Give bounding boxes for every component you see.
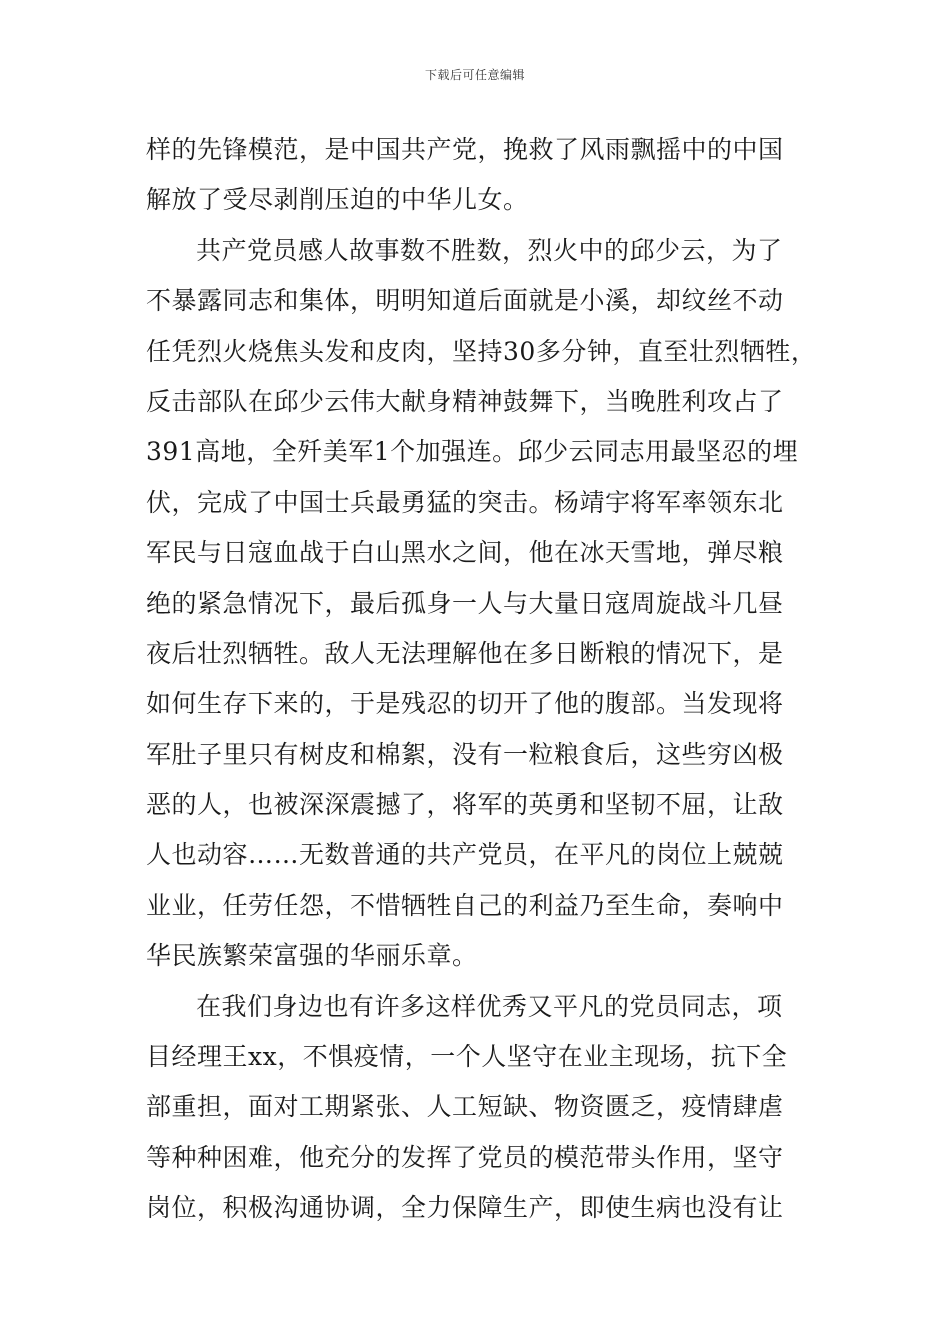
- text-line: 任凭烈火烧焦头发和皮肉，坚持30多分钟，直至壮烈牺牲，: [146, 336, 817, 366]
- paragraph-start-line: 在我们身边也有许多这样优秀又平凡的党员同志，项: [196, 991, 783, 1021]
- text-line: 绝的紧急情况下，最后孤身一人与大量日寇周旋战斗几昼: [146, 588, 784, 618]
- text-line: 部重担，面对工期紧张、人工短缺、物资匮乏，疫情肆虐: [146, 1092, 784, 1122]
- paragraph-start-line: 共产党员感人故事数不胜数，烈火中的邱少云，为了: [196, 235, 783, 265]
- text-line: 华民族繁荣富强的华丽乐章。: [146, 941, 478, 971]
- text-line: 军民与日寇血战于白山黑水之间，他在冰天雪地，弹尽粮: [146, 538, 784, 568]
- text-line: 391高地，全歼美军1个加强连。邱少云同志用最坚忍的埋: [146, 437, 799, 467]
- text-line: 军肚子里只有树皮和棉絮，没有一粒粮食后，这些穷凶极: [146, 739, 784, 769]
- text-line: 如何生存下来的，于是残忍的切开了他的腹部。当发现将: [146, 689, 784, 719]
- text-line: 夜后壮烈牺牲。敌人无法理解他在多日断粮的情况下，是: [146, 638, 784, 668]
- text-line: 不暴露同志和集体，明明知道后面就是小溪，却纹丝不动: [146, 286, 784, 316]
- text-line: 样的先锋模范，是中国共产党，挽救了风雨飘摇中的中国: [146, 135, 784, 164]
- text-line: 反击部队在邱少云伟大献身精神鼓舞下，当晚胜利攻占了: [146, 386, 784, 416]
- text-line: 解放了受尽剥削压迫的中华儿女。: [146, 185, 529, 215]
- text-line: 伏，完成了中国士兵最勇猛的突击。杨靖宇将军率领东北: [146, 487, 784, 517]
- text-line: 岗位，积极沟通协调，全力保障生产，即使生病也没有让: [146, 1193, 784, 1223]
- text-line: 目经理王xx，不惧疫情，一个人坚守在业主现场，抗下全: [146, 1042, 788, 1072]
- text-line: 恶的人，也被深深震撼了，将军的英勇和坚韧不屈，让敌: [146, 790, 784, 820]
- text-line: 人也动容……无数普通的共产党员，在平凡的岗位上兢兢: [146, 840, 784, 870]
- text-line: 等种种困难，他充分的发挥了党员的模范带头作用，坚守: [146, 1142, 784, 1172]
- header-note: 下载后可任意编辑: [424, 68, 525, 82]
- body-text: [146, 125, 817, 1234]
- text-line: 业业，任劳任怨，不惜牺牲自己的利益乃至生命，奏响中: [146, 890, 784, 920]
